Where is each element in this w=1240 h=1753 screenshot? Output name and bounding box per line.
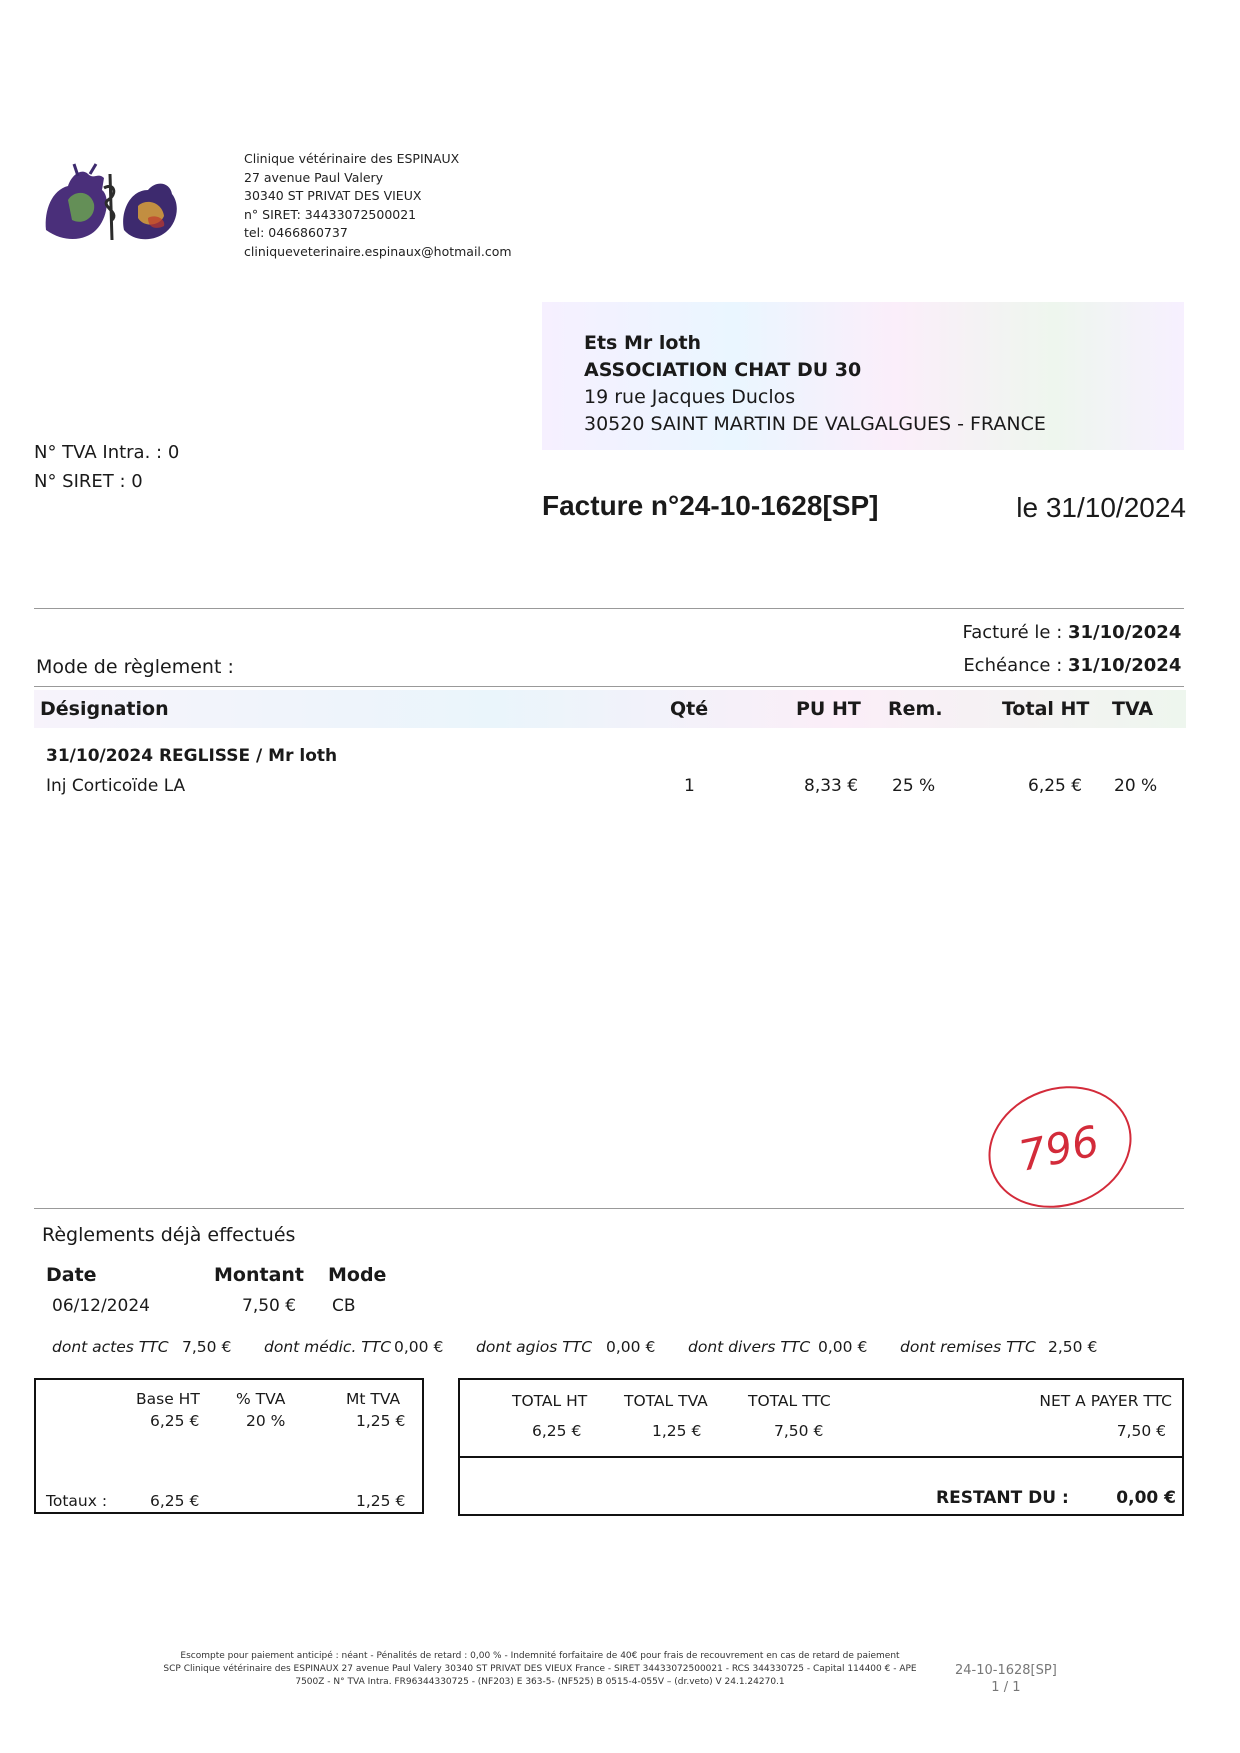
item-pu: 8,33 € [804, 776, 859, 796]
net-payer-label: NET A PAYER TTC [1039, 1392, 1172, 1410]
restant-du-value: 0,00 € [1116, 1488, 1176, 1508]
tva-totaux-base: 6,25 € [150, 1492, 200, 1510]
payments-header-montant: Montant [214, 1264, 304, 1286]
clinic-siret: n° SIRET: 34433072500021 [244, 206, 417, 222]
footer-invoice-ref: 24-10-1628[SP] [955, 1663, 1057, 1678]
payment-date: 06/12/2024 [52, 1296, 150, 1316]
header-pu: PU HT [796, 698, 861, 720]
payments-header-date: Date [46, 1264, 97, 1286]
invoice-title: Facture n°24-10-1628[SP] [542, 490, 879, 521]
client-tva: N° TVA Intra. : 0 [34, 442, 180, 463]
tva-summary-box [34, 1378, 424, 1514]
item-rem: 25 % [892, 776, 936, 796]
header-total: Total HT [1002, 698, 1090, 720]
payment-mode: CB [332, 1296, 356, 1316]
tva-pct-value: 20 % [246, 1412, 286, 1430]
tva-base-value: 6,25 € [150, 1412, 200, 1430]
invoice-dates [962, 616, 1182, 682]
legal-footer [150, 1650, 930, 1689]
client-ids [34, 438, 179, 496]
item-total: 6,25 € [1028, 776, 1083, 796]
item-tva: 20 % [1114, 776, 1158, 796]
detail-divers-label: dont divers TTC [688, 1338, 811, 1356]
facture-value: 31/10/2024 [1068, 622, 1182, 643]
invoice-date: le 31/10/2024 [1016, 492, 1186, 523]
payments-header-mode: Mode [328, 1264, 387, 1286]
total-ht-value: 6,25 € [532, 1422, 582, 1440]
tva-totaux-label: Totaux : [46, 1492, 108, 1510]
total-tva-value: 1,25 € [652, 1422, 702, 1440]
total-ttc-label: TOTAL TTC [748, 1392, 831, 1410]
detail-actes-label: dont actes TTC [52, 1338, 169, 1356]
divider [34, 1208, 1184, 1209]
recipient-line-2: ASSOCIATION CHAT DU 30 [584, 359, 862, 381]
handwritten-circled-number [980, 1075, 1138, 1213]
footer-line-2: SCP Clinique vétérinaire des ESPINAUX 27 avenue Paul Valery 30340 ST PRIVAT DES VIEUX France - SIRET 34433072500021 - RCS 344330725 - Capital 114400 € - APE [163, 1664, 917, 1674]
header-designation: Désignation [40, 698, 169, 720]
restant-du-label: RESTANT DU : [936, 1488, 1069, 1508]
clinic-tel: tel: 0466860737 [244, 225, 348, 240]
totals-box [458, 1378, 1184, 1516]
detail-actes-value: 7,50 € [182, 1338, 232, 1356]
total-ttc-value: 7,50 € [774, 1422, 824, 1440]
tva-mt-value: 1,25 € [356, 1412, 406, 1430]
detail-remises-label: dont remises TTC [900, 1338, 1036, 1356]
item-group-title: 31/10/2024 REGLISSE / Mr loth [46, 746, 338, 766]
client-siret: N° SIRET : 0 [34, 471, 143, 492]
clinic-name: Clinique vétérinaire des ESPINAUX [244, 151, 460, 166]
clinic-email: cliniqueveterinaire.espinaux@hotmail.com [244, 243, 512, 259]
clinic-street: 27 avenue Paul Valery [244, 169, 384, 185]
header-tva: TVA [1112, 698, 1154, 720]
echeance-row [963, 649, 1182, 682]
clinic-logo [38, 160, 188, 252]
detail-agios-label: dont agios TTC [476, 1338, 593, 1356]
tva-mt-label: Mt TVA [346, 1390, 401, 1408]
footer-line-1: Escompte pour paiement anticipé : néant - Pénalités de retard : 0,00 % - Indemnité forfaitaire de 40€ pour frais de recouvrement en cas de retard de paiement [180, 1651, 900, 1661]
tva-pct-label: % TVA [236, 1390, 286, 1408]
items-table-header [34, 690, 1186, 728]
facture-row [962, 616, 1182, 649]
facture-label: Facturé le : [962, 622, 1063, 643]
payment-mode-label: Mode de règlement : [36, 656, 234, 678]
recipient-line-4: 30520 SAINT MARTIN DE VALGALGUES - FRANCE [584, 413, 1046, 435]
recipient-block [584, 330, 1046, 438]
header-qte: Qté [670, 698, 709, 720]
detail-medic-value: 0,00 € [394, 1338, 444, 1356]
detail-medic-label: dont médic. TTC [264, 1338, 392, 1356]
detail-agios-value: 0,00 € [606, 1338, 656, 1356]
tva-base-label: Base HT [136, 1390, 200, 1408]
recipient-line-1: Ets Mr loth [584, 332, 702, 354]
total-tva-label: TOTAL TVA [624, 1392, 708, 1410]
detail-remises-value: 2,50 € [1048, 1338, 1098, 1356]
clinic-city: 30340 ST PRIVAT DES VIEUX [244, 188, 422, 203]
footer-reference [955, 1662, 1057, 1696]
item-designation: Inj Corticoïde LA [46, 776, 186, 796]
total-ht-label: TOTAL HT [512, 1392, 588, 1410]
totals-divider [460, 1456, 1182, 1458]
footer-line-3: 7500Z - N° TVA Intra. FR96344330725 - (NF203) E 363-5- (NF525) B 0515-4-055V – (dr.veto) V 24.1.24270.1 [295, 1677, 785, 1687]
detail-divers-value: 0,00 € [818, 1338, 868, 1356]
footer-page-number: 1 / 1 [991, 1680, 1021, 1695]
divider [34, 608, 1184, 609]
net-payer-value: 7,50 € [1116, 1422, 1166, 1440]
echeance-value: 31/10/2024 [1068, 655, 1182, 676]
recipient-line-3: 19 rue Jacques Duclos [584, 386, 796, 408]
echeance-label: Echéance : [963, 655, 1063, 676]
payment-montant: 7,50 € [242, 1296, 297, 1316]
payments-title: Règlements déjà effectués [42, 1224, 296, 1246]
stamp-number: 796 [1014, 1116, 1104, 1181]
header-rem: Rem. [888, 698, 943, 720]
tva-totaux-mt: 1,25 € [356, 1492, 406, 1510]
divider [34, 686, 1184, 687]
item-qte: 1 [684, 776, 695, 796]
clinic-address-block [244, 150, 512, 261]
